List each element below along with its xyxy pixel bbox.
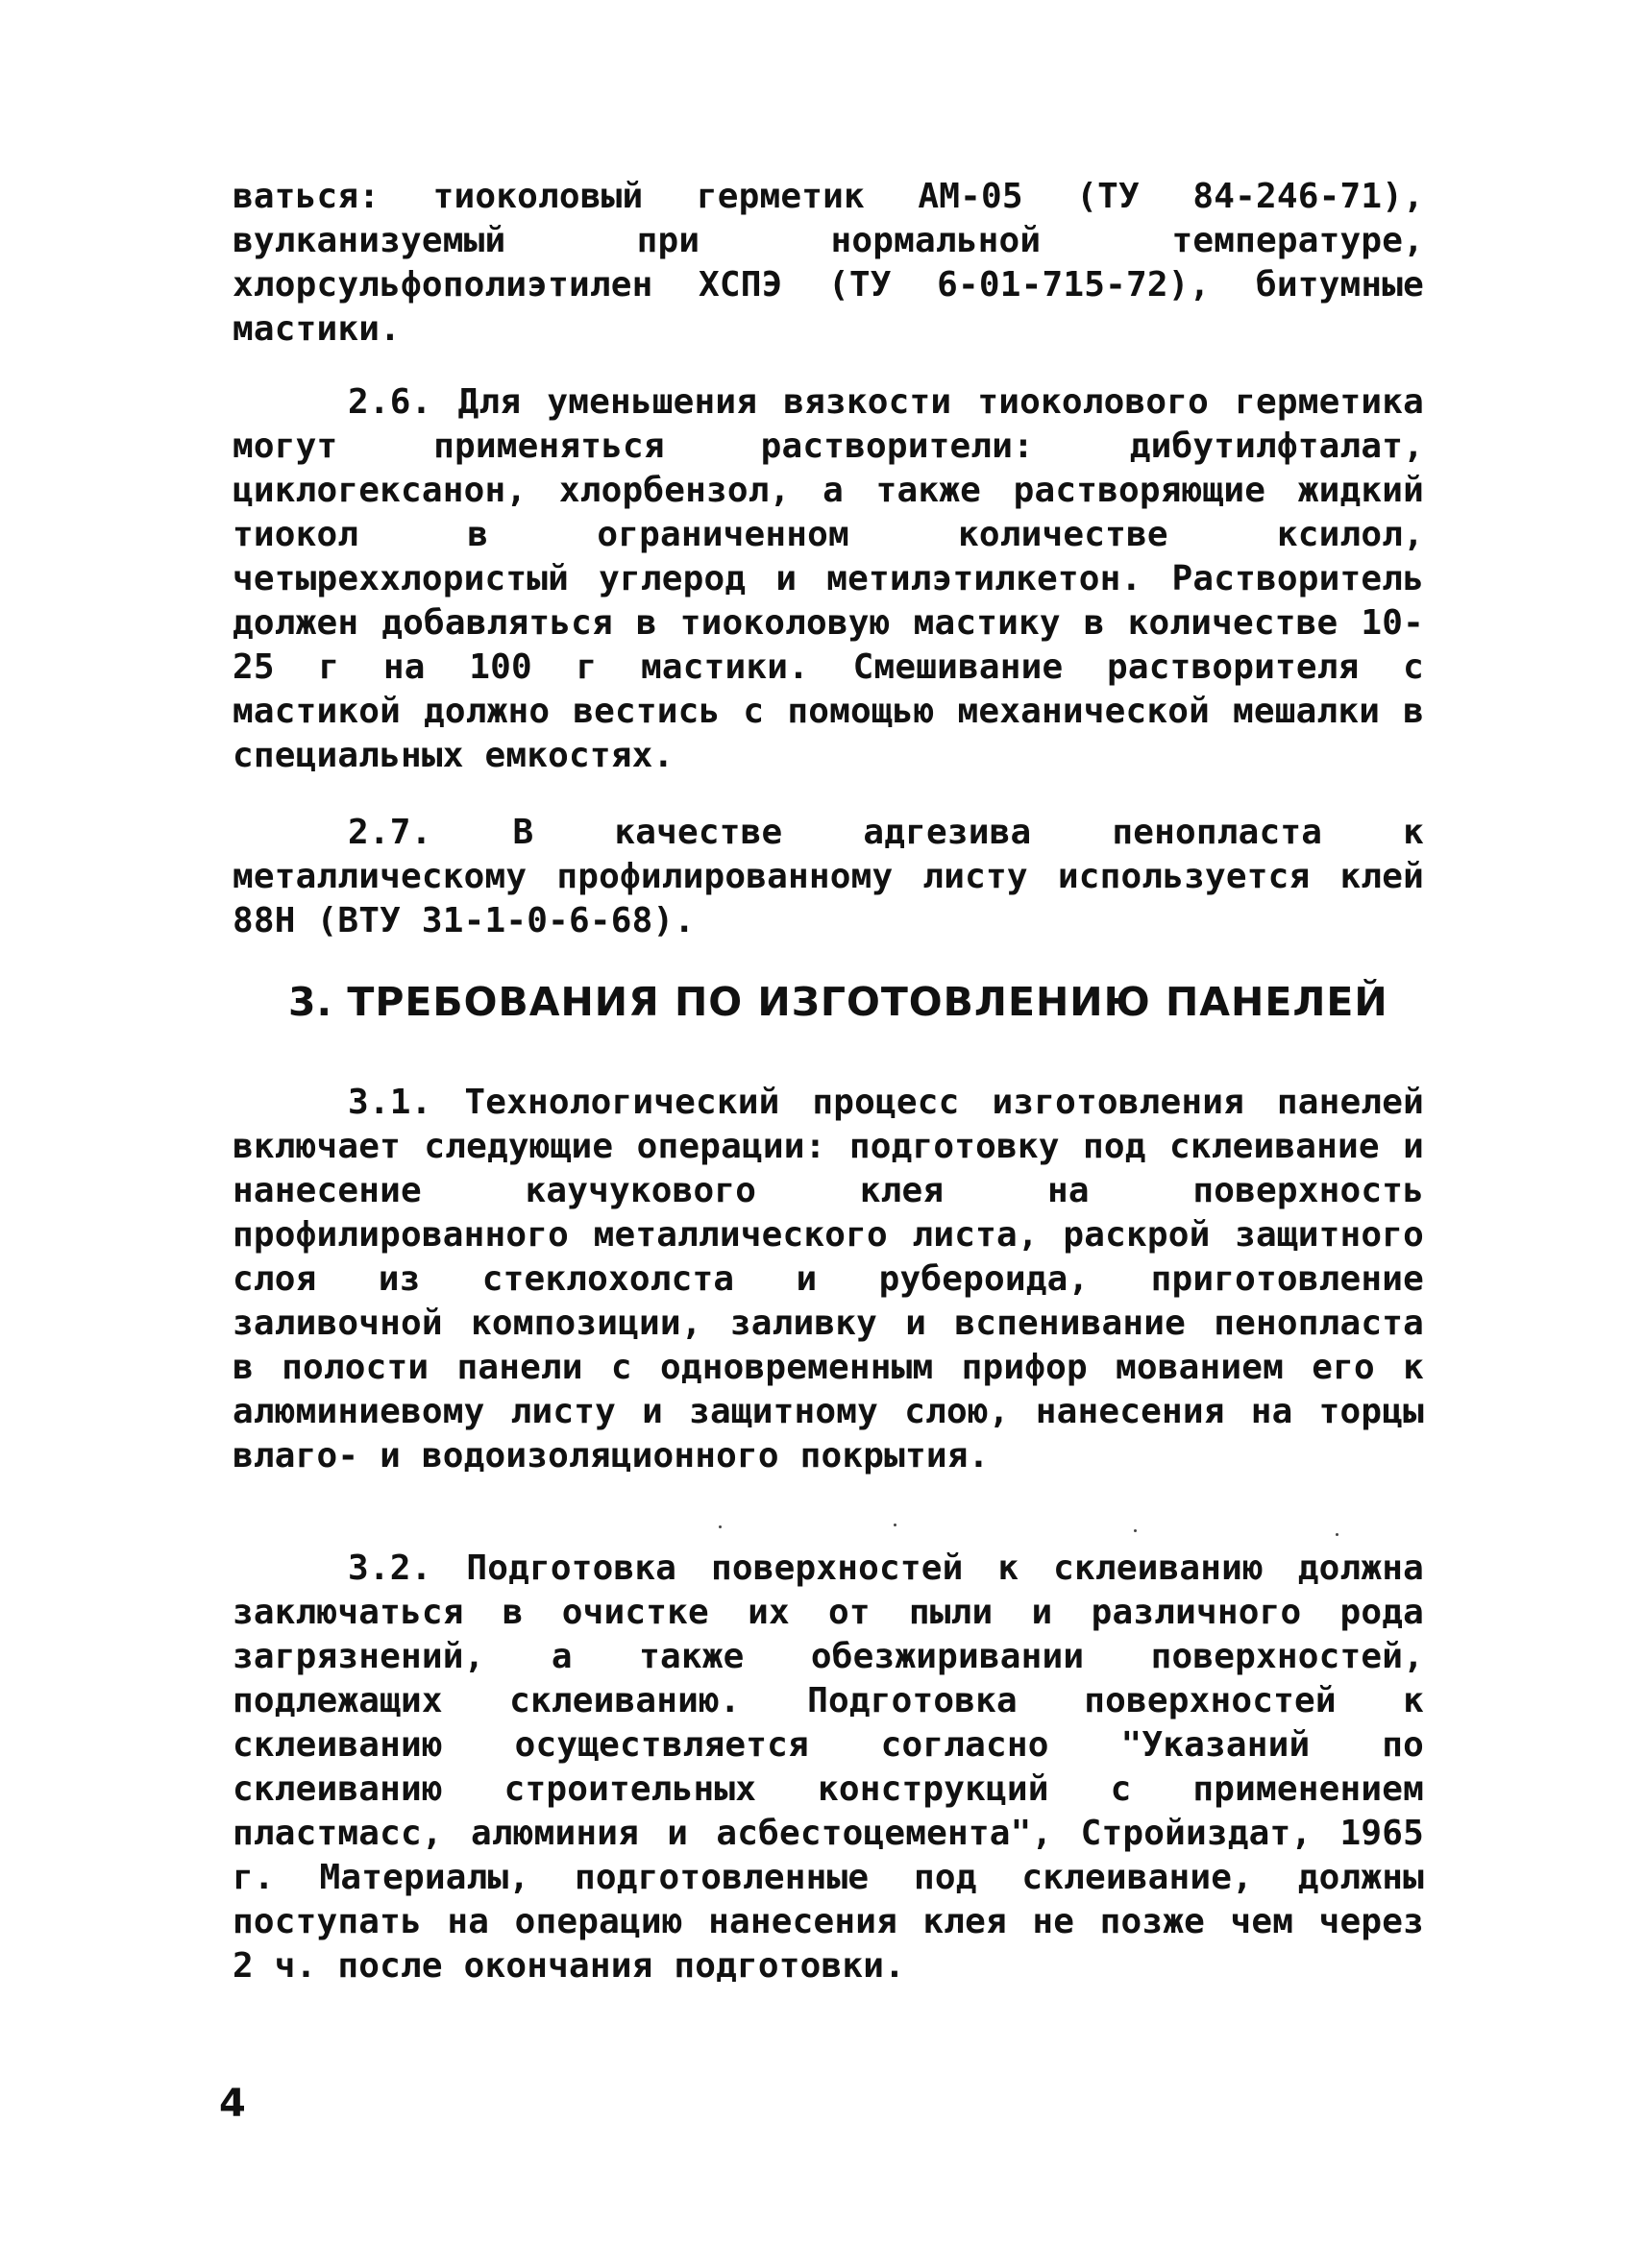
page-number: 4 [219,2082,246,2126]
paragraph-2-6 [233,380,1424,778]
paragraph-2-5-continuation [233,175,1424,352]
paragraph-text: 2.6. Для уменьшения вязкости тиоколового герметика могут применяться растворители: дибутилфталат, циклогексанон, хлорбензол, а также растворяющие жидкий тиокол в ограниченном количестве ксилол, четыреххлористый углерод и метилэтилкетон. Растворитель должен добавляться в тиоколовую мастику в количестве 10-25 г на 100 г мастики. Смешивание растворителя с мастикой должно вестись с помощью механической мешалки в специальных емкостях. [233,382,1424,775]
paragraph-text: 2.7. В качестве адгезива пенопласта к металлическому профилированному листу используется клей 88Н (ВТУ 31-1-0-6-68). [233,813,1424,940]
paragraph-3-1 [233,1081,1424,1478]
paragraph-3-2 [233,1547,1424,1988]
paragraph-text: 3.1. Технологический процесс изготовления панелей включает следующие операции: подготовку под склеивание и нанесение каучукового клея на поверхность профилированного металлического листа, раскрой защитного слоя из стеклохолста и рубероида, приготовление заливочной композиции, заливку и вспенивание пенопласта в полости панели с одновременным прифор мованием его к алюминиевому листу и защитному слою, нанесения на торцы влаго- и водоизоляционного покрытия. [233,1083,1424,1475]
scan-speck [1134,1529,1137,1532]
scan-speck [1336,1533,1338,1536]
scan-speck [719,1525,722,1528]
paragraph-text: 3.2. Подготовка поверхностей к склеиванию должна заключаться в очистке их от пыли и различного рода загрязнений, а также обезжиривании поверхностей, подлежащих склеиванию. Подготовка поверхностей к склеиванию осуществляется согласно "Указаний по склеиванию строительных конструкций с применением пластмасс, алюминия и асбестоцемента", Стройиздат, 1965 г. Материалы, подготовленные под склеивание, должны поступать на операцию нанесения клея не позже чем через 2 ч. после окончания подготовки. [233,1549,1424,1986]
paragraph-text: ваться: тиоколовый герметик АМ-05 (ТУ 84-246-71), вулканизуемый при нормальной температуре, хлорсульфополиэтилен ХСПЭ (ТУ 6-01-715-72), битумные мастики. [233,177,1424,349]
scan-speck [894,1524,896,1526]
section-3-heading: 3. ТРЕБОВАНИЯ ПО ИЗГОТОВЛЕНИЮ ПАНЕЛЕЙ [288,979,1388,1025]
paragraph-2-7 [233,811,1424,943]
